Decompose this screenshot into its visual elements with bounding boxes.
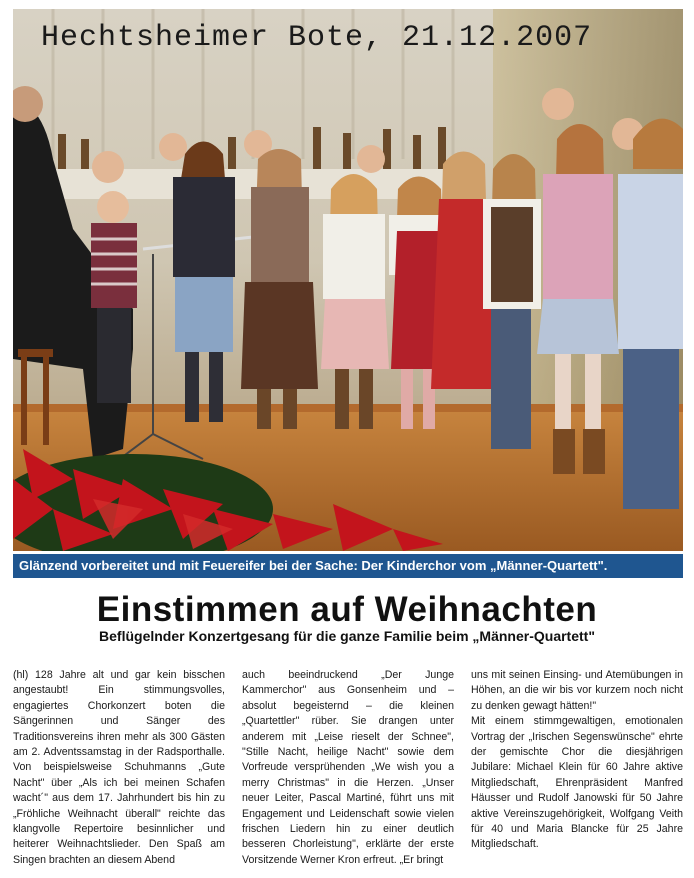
article-subheadline: Beflügelnder Konzertgesang für die ganze Familie beim „Männer-Quartett" [99,628,595,644]
article-column-1 [13,668,225,868]
article-column-2 [242,668,454,868]
article-column-3 [471,668,683,853]
photo-date-stamp: Hechtsheimer Bote, 21.12.2007 [41,21,593,55]
column-1-paragraph: (hl) 128 Jahre alt und gar kein bisschen angestaubt! Ein stimmungsvolles, engagiertes Chorkonzert boten die Sängerinnen und Sänger des Traditionsvereins ihren mehr als 300 Gästen am 2. Adventssamstag in der Radsporthalle. Von beispielsweise Schuhmanns „Gute Nacht" über „Als ich bei meinen Schafen wacht´" aus dem 17. Jahrhundert bis hin zu „Fröhliche Weihnacht überall" reichte das klangvolle Repertoire besinnlicher und heiterer Weihnachtslieder. Den Spaß am Singen brachten an diesem Abend [13,669,225,866]
column-3-paragraph-1: uns mit seinen Einsing- und Atemübungen in Höhen, an die wir bis vor kurzem noch nicht zu denken gewagt hätten!" [471,669,683,712]
column-2-paragraph: auch beeindruckend „Der Junge Kammerchor" aus Gonsenheim und – absolut begeisternd – die kleinen „Quartettler" rüber. Sie drangen unter anderem mit „Leise rieselt der Schnee", "Stille Nacht, heilige Nacht" sowie dem Vorfreude versprühenden „We wish you a merry Christmas" in die Herzen. „Unser neuer Leiter, Pascal Martiné, führt uns mit Engagement und Leidenschaft sowie vielen frischen Liedern hin zu einer deutlich besseren Chorleistung", erklärte der erste Vorsitzende Werner Kron erfreut. „Er bringt [242,669,454,866]
article-headline: Einstimmen auf Weihnachten [96,590,598,629]
photo-caption: Glänzend vorbereitet und mit Feuereifer bei der Sache: Der Kinderchor vom „Männer-Quartett". [13,554,683,578]
concert-photo [13,9,683,551]
choir-illustration [13,9,683,551]
column-3-paragraph-2: Mit einem stimmgewaltigen, emotionalen Vortrag der „Irischen Segenswünsche" ehrte der gemischte Chor die diesjährigen Jubilare: Michael Klein für 60 Jahre aktive Mitgliedschaft, Ehrenpräsident Manfred Häusser und Rudolf Janowski für 50 Jahre aktive Vereinszugehörigkeit, Wolfgang Veith für 40 und Maria Blancke für 25 Jahre Mitgliedschaft. [471,715,683,851]
